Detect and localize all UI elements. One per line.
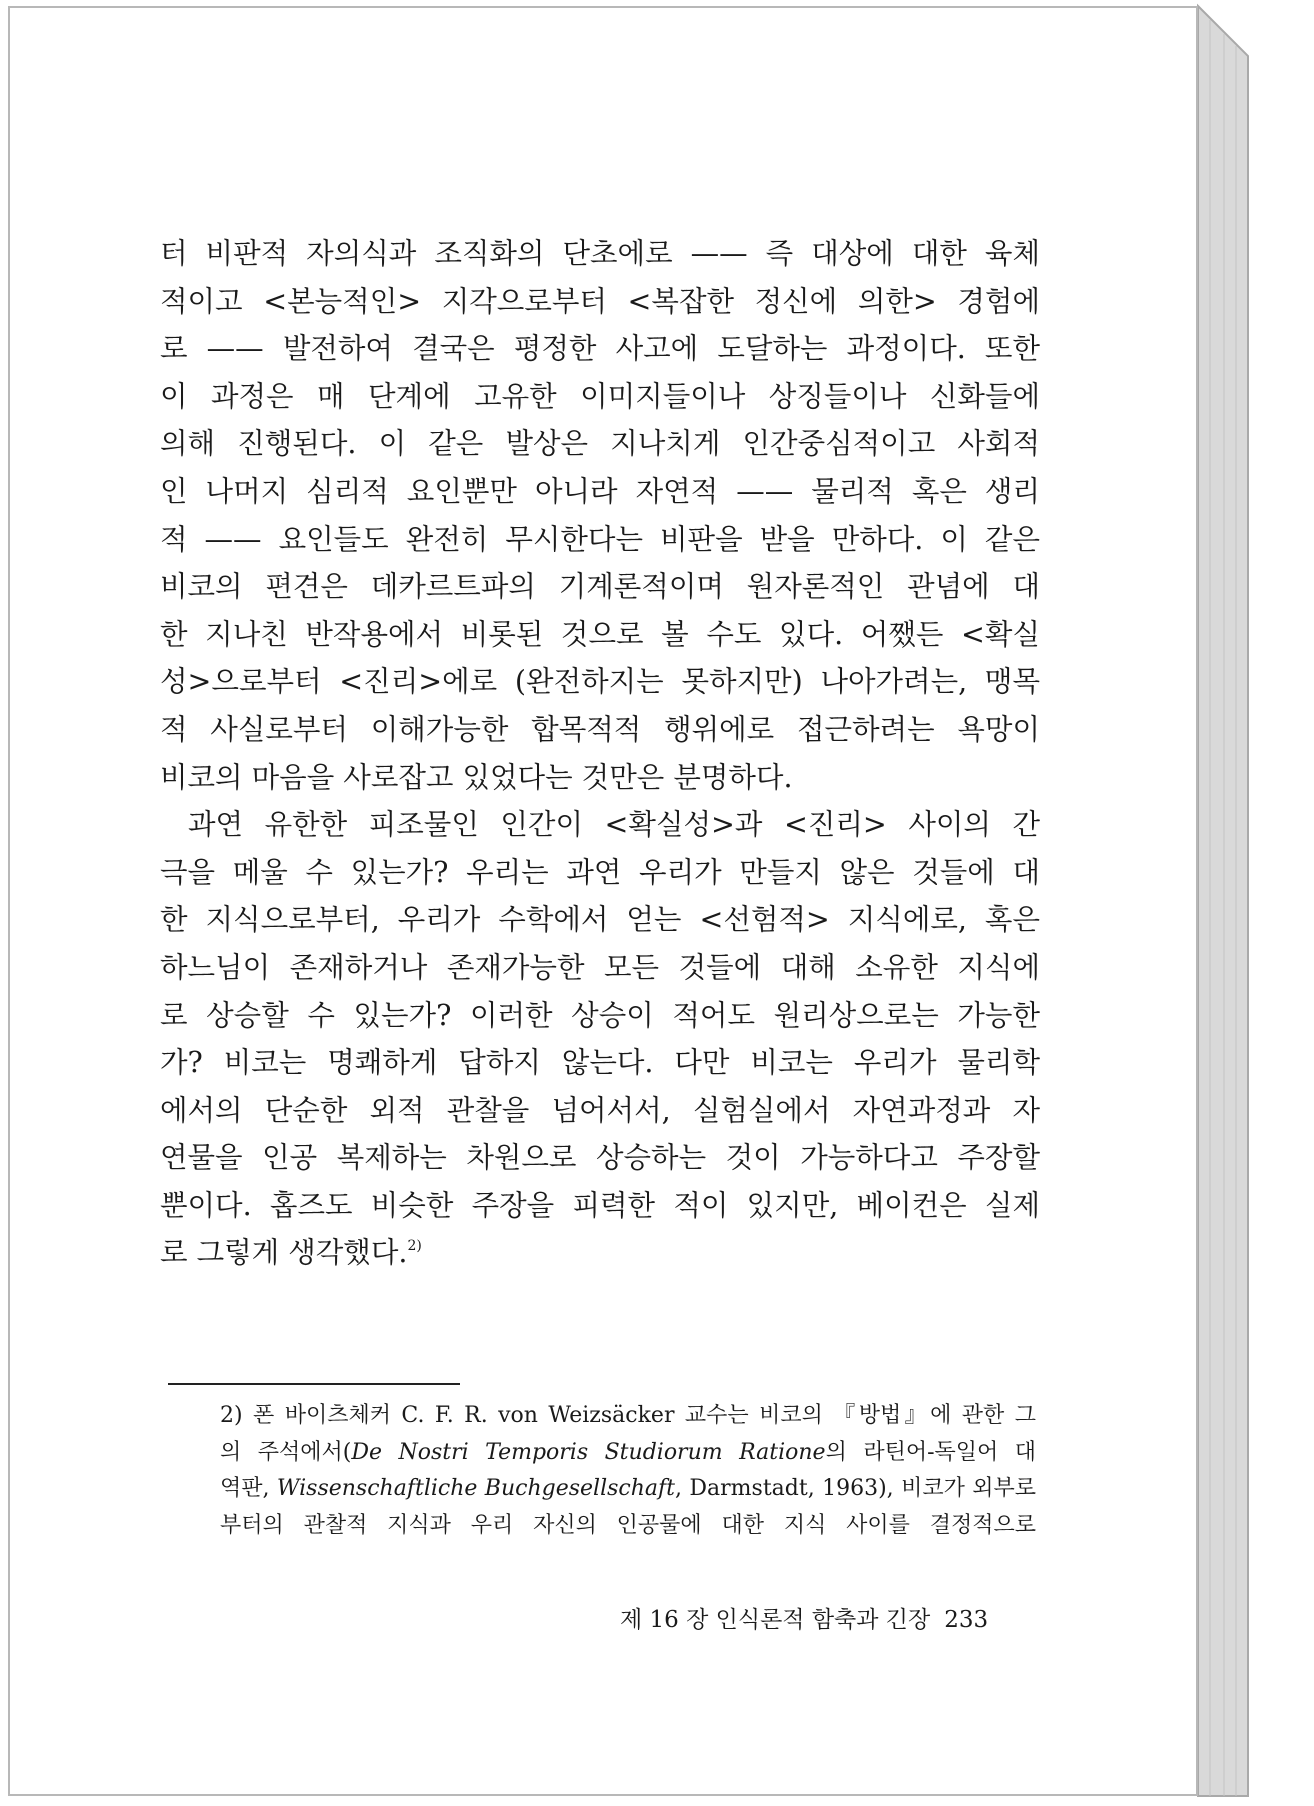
text-line: 한 지식으로부터, 우리가 수학에서 얻는 <선험적> 지식에로, 혹은: [160, 903, 1040, 937]
text-line: 의해 진행된다. 이 같은 발상은 지나치게 인간중심적이고 사회적: [160, 427, 1040, 461]
footnote-publisher: Wissenschaftliche Buchgesellschaft: [276, 1476, 675, 1501]
text-line: 이 과정은 매 단계에 고유한 이미지들이나 상징들이나 신화들에: [160, 379, 1040, 413]
text-line: 로 —— 발전하여 결국은 평정한 사고에 도달하는 과정이다. 또한: [160, 332, 1040, 366]
text-line: 가? 비코는 명쾌하게 답하지 않는다. 다만 비코는 우리가 물리학: [160, 1046, 1040, 1080]
text-line: 인 나머지 심리적 요인뿐만 아니라 자연적 —— 물리적 혹은 생리: [160, 474, 1040, 508]
footnote-text: , Darmstadt, 1963), 비코가 외부로: [675, 1476, 1036, 1501]
footnote-text: 역판,: [220, 1476, 277, 1501]
footnote-divider: [168, 1383, 460, 1385]
text-line: 비코의 마음을 사로잡고 있었다는 것만은 분명하다.: [160, 760, 793, 794]
text-line: 비코의 편견은 데카르트파의 기계론적이며 원자론적인 관념에 대: [160, 570, 1040, 604]
footnote-line: [220, 1435, 1036, 1472]
text-line: 적이고 <본능적인> 지각으로부터 <복잡한 정신에 의한> 경험에: [160, 284, 1040, 318]
text-line: 적 —— 요인들도 완전히 무시한다는 비판을 받을 만하다. 이 같은: [160, 522, 1040, 556]
footnote-text: 의 라틴어-독일어 대: [825, 1439, 1036, 1465]
running-footer: [620, 1600, 1020, 1640]
chapter-title: 제 16 장 인식론적 함축과 긴장: [620, 1607, 931, 1633]
text-line: 에서의 단순한 외적 관찰을 넘어서서, 실험실에서 자연과정과 자: [160, 1093, 1040, 1127]
text-line: 하느님이 존재하거나 존재가능한 모든 것들에 대해 소유한 지식에: [160, 950, 1040, 984]
text-line: 터 비판적 자의식과 조직화의 단초에로 —— 즉 대상에 대한 육체: [160, 237, 1040, 270]
text-line: 로 상승할 수 있는가? 이러한 상승이 적어도 원리상으로는 가능한: [160, 998, 1040, 1032]
footnote-line: 부터의 관찰적 지식과 우리 자신의 인공물에 대한 지식 사이를 결정적으로: [220, 1512, 1036, 1538]
text-line: 연물을 인공 복제하는 차원으로 상승하는 것이 가능하다고 주장할: [160, 1141, 1040, 1175]
footnote-reference: 2): [407, 1238, 422, 1255]
page-number: 233: [944, 1607, 989, 1633]
text-line: 적 사실로부터 이해가능한 합목적적 행위에로 접근하려는 욕망이: [160, 712, 1040, 746]
text-line: 극을 메울 수 있는가? 우리는 과연 우리가 만들지 않은 것들에 대: [160, 855, 1040, 889]
text-line: 한 지나친 반작용에서 비롯된 것으로 볼 수도 있다. 어쨌든 <확실: [160, 617, 1040, 651]
footnote-line: [220, 1471, 1036, 1508]
text-line-with-footnote: [160, 1229, 1040, 1277]
text-line: 로 그렇게 생각했다.: [160, 1236, 408, 1270]
page-stack-side: [1198, 6, 1248, 1796]
paragraph-start-line: 과연 유한한 피조물인 인간이 <확실성>과 <진리> 사이의 간: [188, 808, 1040, 842]
footnote: [220, 1398, 1036, 1544]
footnote-line: 2) 폰 바이츠체커 C. F. R. von Weizsäcker 교수는 비코의 『방법』에 관한 그: [220, 1403, 1036, 1428]
footnote-book-title: De Nostri Temporis Studiorum Ratione: [351, 1439, 826, 1465]
footnote-text: 의 주석에서(: [220, 1439, 352, 1465]
text-line: 성>으로부터 <진리>에로 (완전하지는 못하지만) 나아가려는, 맹목: [160, 665, 1040, 699]
body-text: [160, 230, 1040, 1277]
text-line: 뿐이다. 홉즈도 비슷한 주장을 피력한 적이 있지만, 베이컨은 실제: [160, 1188, 1040, 1222]
